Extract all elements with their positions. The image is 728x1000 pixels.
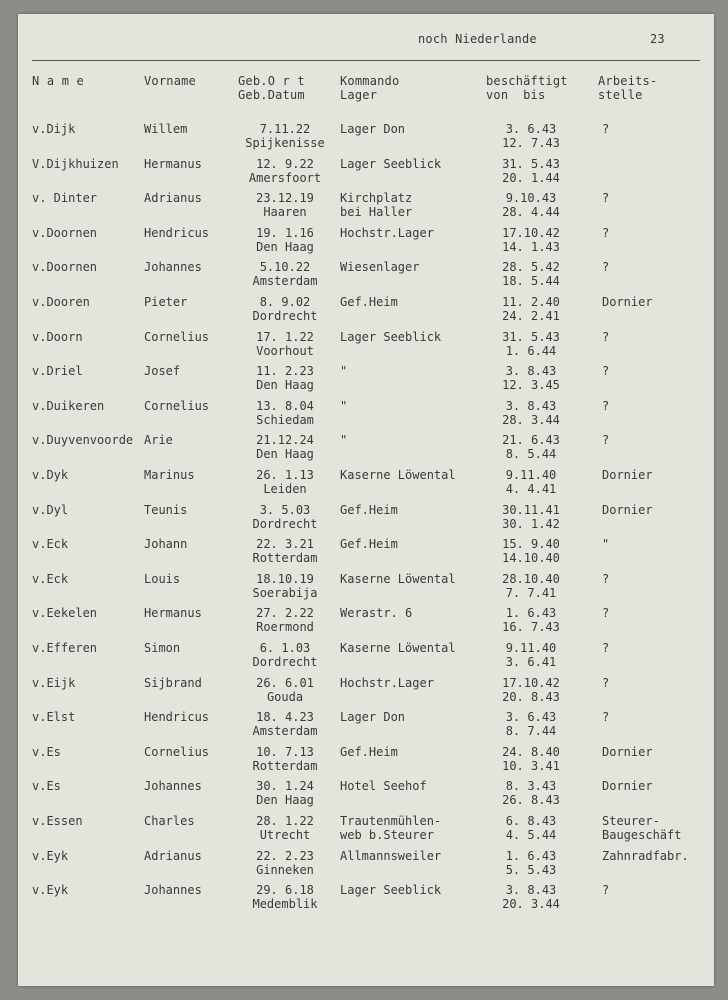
row-birth-date: 13. 8.04 — [256, 398, 314, 413]
row-to-date: 12. 3.45 — [502, 378, 560, 393]
row-workplace: ? — [602, 641, 610, 655]
row-lager: Kaserne Löwental — [340, 641, 456, 655]
table-row — [18, 260, 714, 294]
row-birth-place: Amersfoort — [248, 170, 322, 185]
row-first-name: Johannes — [144, 883, 202, 898]
table-row — [18, 710, 714, 744]
table-row — [18, 226, 714, 260]
row-birth-date: 10. 7.13 — [256, 744, 314, 759]
row-workplace: Dornier — [602, 295, 653, 309]
row-to-date: 28. 4.44 — [502, 205, 560, 220]
row-birth-place: Spijkenisse — [245, 136, 325, 150]
row-first-name: Cornelius — [144, 398, 210, 413]
column-header-from-to: von bis — [486, 88, 546, 102]
row-lager: " — [340, 398, 348, 413]
row-birth-place: Utrecht — [259, 828, 311, 842]
row-lager: Gef.Heim — [340, 502, 398, 517]
table-row — [18, 295, 714, 329]
row-name: v.Duyvenvoorde — [32, 433, 134, 448]
row-workplace: ? — [602, 398, 610, 413]
table-row — [18, 468, 714, 502]
row-lager: Allmannsweiler — [340, 848, 442, 863]
row-name: v.Es — [32, 744, 61, 759]
row-first-name: Simon — [144, 641, 181, 655]
row-from-date: 17.10.42 — [502, 225, 560, 240]
row-birth-date: 17. 1.22 — [256, 329, 314, 344]
row-first-name: Hermanus — [144, 156, 202, 171]
row-name: v.Doorn — [32, 329, 83, 344]
row-birth-place: Amsterdam — [252, 274, 318, 289]
row-lager: Werastr. 6 — [340, 606, 413, 621]
row-name: v.Eijk — [32, 675, 76, 690]
row-to-date: 20. 1.44 — [502, 170, 560, 185]
row-workplace: " — [602, 537, 610, 552]
row-from-date: 3. 8.43 — [505, 883, 557, 898]
row-birth-date: 26. 6.01 — [256, 675, 314, 690]
row-to-date: 18. 5.44 — [502, 274, 560, 289]
row-to-date: 20. 8.43 — [502, 689, 560, 704]
row-lager: Kaserne Löwental — [340, 571, 456, 586]
row-first-name: Marinus — [144, 468, 195, 482]
table-row — [18, 606, 714, 640]
table-row — [18, 122, 714, 156]
row-birth-place: Soerabija — [252, 585, 318, 600]
row-first-name: Pieter — [144, 295, 188, 309]
row-workplace: ? — [602, 364, 610, 379]
row-name: v.Eyk — [32, 883, 69, 898]
row-workplace: ? — [602, 883, 610, 898]
column-header-employed: beschäftigt — [486, 74, 568, 88]
row-to-date: 16. 7.43 — [502, 620, 560, 635]
row-to-date: 3. 6.41 — [505, 655, 557, 669]
row-lager: Gef.Heim — [340, 537, 398, 552]
row-lager: Hotel Seehof — [340, 779, 427, 794]
row-lager: Lager Don — [340, 710, 406, 725]
row-workplace: Dornier — [602, 502, 653, 517]
table-row — [18, 572, 714, 606]
row-lager: Trautenmühlen- — [340, 814, 442, 828]
row-lager: Kaserne Löwental — [340, 468, 456, 482]
row-first-name: Louis — [144, 571, 181, 586]
row-first-name: Willem — [144, 122, 188, 136]
row-birth-place: Ginneken — [256, 862, 314, 877]
row-lager: Lager Seeblick — [340, 156, 442, 171]
table-row — [18, 849, 714, 883]
row-first-name: Hendricus — [144, 225, 210, 240]
row-birth-date: 22. 3.21 — [256, 537, 314, 552]
row-lager: " — [340, 433, 348, 448]
row-to-date: 5. 5.43 — [505, 862, 557, 877]
row-from-date: 24. 8.40 — [502, 744, 560, 759]
document-page — [18, 14, 714, 986]
row-name: v.Eck — [32, 537, 69, 552]
row-workplace: Dornier — [602, 744, 653, 759]
row-lager: Lager Seeblick — [340, 883, 442, 898]
row-lager: Gef.Heim — [340, 744, 398, 759]
row-birth-place: Schiedam — [256, 412, 314, 427]
row-lager-line2: bei Haller — [340, 205, 413, 220]
page-header-title: noch Niederlande — [418, 32, 537, 46]
row-first-name: Johann — [144, 537, 188, 552]
row-name: v.Essen — [32, 814, 83, 828]
row-birth-place: Roermond — [256, 620, 314, 635]
header-rule — [32, 60, 700, 61]
row-first-name: Johannes — [144, 779, 202, 794]
row-first-name: Johannes — [144, 260, 202, 275]
column-header-birth-place: Geb.O r t — [238, 74, 305, 88]
row-from-date: 11. 2.40 — [502, 295, 560, 309]
row-from-date: 9.11.40 — [505, 468, 557, 482]
row-lager: Hochstr.Lager — [340, 675, 434, 690]
row-lager: Hochstr.Lager — [340, 225, 434, 240]
row-birth-place: Gouda — [266, 689, 304, 704]
table-row — [18, 745, 714, 779]
row-workplace: ? — [602, 260, 610, 275]
row-birth-place: Rotterdam — [252, 551, 318, 566]
row-name: v.Dyl — [32, 502, 69, 517]
row-workplace: ? — [602, 122, 610, 136]
row-workplace: ? — [602, 606, 610, 621]
table-row — [18, 364, 714, 398]
row-birth-place: Den Haag — [256, 793, 314, 808]
table-row — [18, 503, 714, 537]
row-birth-date: 28. 1.22 — [256, 814, 314, 828]
row-from-date: 21. 6.43 — [502, 433, 560, 448]
row-to-date: 8. 5.44 — [505, 447, 557, 462]
row-name: v.Doornen — [32, 225, 98, 240]
row-lager: Wiesenlager — [340, 260, 420, 275]
row-lager: Kirchplatz — [340, 191, 413, 206]
row-from-date: 1. 6.43 — [505, 848, 557, 863]
row-birth-date: 18. 4.23 — [256, 710, 314, 725]
row-workplace: ? — [602, 433, 610, 448]
row-from-date: 9.11.40 — [505, 641, 557, 655]
table-row — [18, 814, 714, 848]
row-from-date: 6. 8.43 — [505, 814, 557, 828]
row-to-date: 14. 1.43 — [502, 239, 560, 254]
row-birth-place: Leiden — [263, 482, 307, 496]
row-to-date: 24. 2.41 — [502, 309, 560, 323]
row-birth-date: 11. 2.23 — [256, 364, 314, 379]
column-header-kommando: Kommando — [340, 74, 400, 88]
table-row — [18, 883, 714, 917]
row-name: v.Dyk — [32, 468, 69, 482]
row-to-date: 8. 7.44 — [505, 724, 557, 739]
row-birth-date: 12. 9.22 — [256, 156, 314, 171]
row-birth-date: 8. 9.02 — [259, 295, 311, 309]
row-from-date: 15. 9.40 — [502, 537, 560, 552]
row-to-date: 30. 1.42 — [502, 516, 560, 531]
row-name: v.Eck — [32, 571, 69, 586]
table-row — [18, 641, 714, 675]
row-workplace: ? — [602, 329, 610, 344]
table-row — [18, 330, 714, 364]
row-from-date: 17.10.42 — [502, 675, 560, 690]
row-to-date: 26. 8.43 — [502, 793, 560, 808]
row-workplace: Zahnradfabr. — [602, 848, 689, 863]
row-birth-date: 29. 6.18 — [256, 883, 314, 898]
row-name: v.Duikeren — [32, 398, 105, 413]
row-workplace: Dornier — [602, 779, 653, 794]
row-first-name: Cornelius — [144, 329, 210, 344]
row-first-name: Josef — [144, 364, 181, 379]
row-birth-date: 5.10.22 — [259, 260, 311, 275]
row-birth-date: 30. 1.24 — [256, 779, 314, 794]
row-birth-place: Den Haag — [256, 447, 314, 462]
column-header-name: N a m e — [32, 74, 84, 88]
row-name: v.Dijk — [32, 122, 76, 136]
row-from-date: 31. 5.43 — [502, 156, 560, 171]
row-name: v.Efferen — [32, 641, 98, 655]
row-workplace-line2: Baugeschäft — [602, 828, 682, 842]
row-birth-place: Den Haag — [256, 239, 314, 254]
row-name: v.Dooren — [32, 295, 90, 309]
row-to-date: 20. 3.44 — [502, 897, 560, 912]
row-birth-date: 7.11.22 — [259, 122, 311, 136]
row-birth-date: 23.12.19 — [256, 191, 314, 206]
row-birth-date: 18.10.19 — [256, 571, 314, 586]
table-row — [18, 676, 714, 710]
row-birth-place: Den Haag — [256, 378, 314, 393]
column-header-workplace-2: stelle — [598, 88, 643, 102]
row-first-name: Sijbrand — [144, 675, 202, 690]
row-first-name: Arie — [144, 433, 173, 448]
row-to-date: 12. 7.43 — [502, 136, 560, 150]
table-row — [18, 399, 714, 433]
row-name: v.Elst — [32, 710, 76, 725]
row-to-date: 10. 3.41 — [502, 758, 560, 773]
row-first-name: Cornelius — [144, 744, 210, 759]
row-from-date: 3. 8.43 — [505, 364, 557, 379]
column-header-birth-date: Geb.Datum — [238, 88, 305, 102]
row-first-name: Adrianus — [144, 848, 202, 863]
row-to-date: 4. 4.41 — [505, 482, 557, 496]
row-lager: Gef.Heim — [340, 295, 398, 309]
row-to-date: 7. 7.41 — [505, 585, 557, 600]
row-birth-date: 6. 1.03 — [259, 641, 311, 655]
column-header-workplace: Arbeits- — [598, 74, 658, 88]
row-to-date: 4. 5.44 — [505, 828, 557, 842]
row-to-date: 28. 3.44 — [502, 412, 560, 427]
row-birth-date: 3. 5.03 — [259, 502, 311, 517]
row-birth-place: Amsterdam — [252, 724, 318, 739]
row-first-name: Teunis — [144, 502, 188, 517]
row-to-date: 14.10.40 — [502, 551, 560, 566]
row-first-name: Hermanus — [144, 606, 202, 621]
row-from-date: 3. 8.43 — [505, 398, 557, 413]
row-from-date: 31. 5.43 — [502, 329, 560, 344]
row-workplace: ? — [602, 191, 610, 206]
row-birth-date: 19. 1.16 — [256, 225, 314, 240]
row-birth-place: Voorhout — [256, 343, 314, 358]
row-from-date: 3. 6.43 — [505, 710, 557, 725]
row-first-name: Charles — [144, 814, 195, 828]
row-birth-place: Medemblik — [252, 897, 318, 912]
row-first-name: Adrianus — [144, 191, 202, 206]
row-workplace: Dornier — [602, 468, 653, 482]
row-lager: Lager Don — [340, 122, 406, 136]
row-from-date: 9.10.43 — [505, 191, 557, 206]
row-name: v.Eyk — [32, 848, 69, 863]
row-to-date: 1. 6.44 — [505, 343, 557, 358]
column-header-first-name: Vorname — [144, 74, 196, 88]
table-row — [18, 433, 714, 467]
row-name: v.Es — [32, 779, 61, 794]
row-from-date: 28. 5.42 — [502, 260, 560, 275]
row-birth-place: Dordrecht — [252, 516, 318, 531]
row-birth-date: 21.12.24 — [256, 433, 314, 448]
row-lager: Lager Seeblick — [340, 329, 442, 344]
row-birth-place: Dordrecht — [252, 655, 318, 669]
table-row — [18, 157, 714, 191]
page-number: 23 — [650, 32, 665, 46]
row-from-date: 8. 3.43 — [505, 779, 557, 794]
row-workplace: ? — [602, 571, 610, 586]
row-workplace: Steurer- — [602, 814, 660, 828]
table-row — [18, 779, 714, 813]
row-first-name: Hendricus — [144, 710, 210, 725]
row-birth-place: Haaren — [263, 205, 307, 220]
table-row — [18, 191, 714, 225]
row-workplace: ? — [602, 675, 610, 690]
row-name: V.Dijkhuizen — [32, 156, 119, 171]
table-row — [18, 537, 714, 571]
row-from-date: 28.10.40 — [502, 571, 560, 586]
row-lager: " — [340, 364, 348, 379]
row-from-date: 1. 6.43 — [505, 606, 557, 621]
row-name: v.Driel — [32, 364, 83, 379]
row-birth-place: Dordrecht — [252, 309, 318, 323]
row-from-date: 30.11.41 — [502, 502, 560, 517]
row-birth-date: 22. 2.23 — [256, 848, 314, 863]
row-workplace: ? — [602, 225, 610, 240]
row-lager-line2: web b.Steurer — [340, 828, 434, 842]
row-name: v.Eekelen — [32, 606, 98, 621]
row-birth-date: 26. 1.13 — [256, 468, 314, 482]
row-from-date: 3. 6.43 — [505, 122, 557, 136]
row-birth-date: 27. 2.22 — [256, 606, 314, 621]
row-birth-place: Rotterdam — [252, 758, 318, 773]
column-header-lager: Lager — [340, 88, 378, 102]
row-name: v.Doornen — [32, 260, 98, 275]
row-workplace: ? — [602, 710, 610, 725]
row-name: v. Dinter — [32, 191, 98, 206]
